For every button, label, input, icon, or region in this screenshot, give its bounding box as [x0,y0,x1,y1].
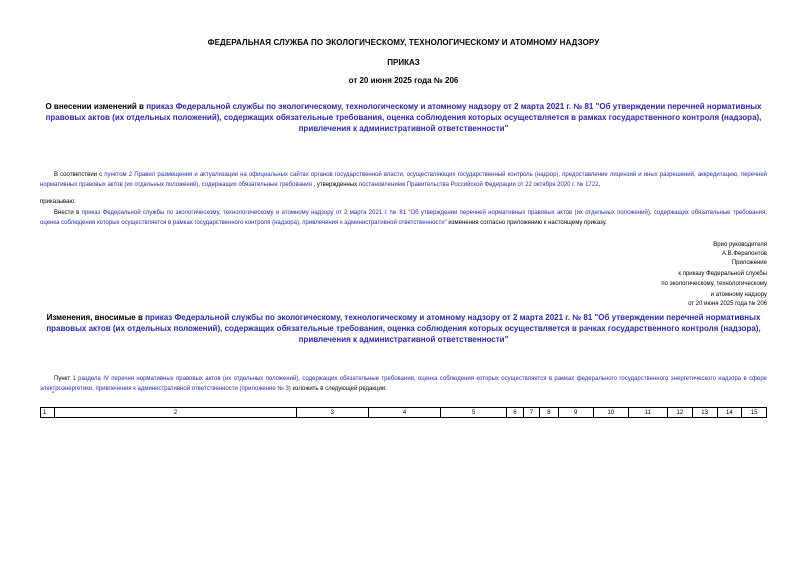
appendix-line-1: к приказу Федеральной службы [678,271,767,277]
table-cell: 8 [540,408,559,418]
order-paragraph-prefix: Внести в [54,210,82,216]
table-cell: 15 [742,408,767,418]
table-cell: 10 [593,408,628,418]
order-title [40,101,767,134]
amended-order-link[interactable]: приказ Федеральной службы по экологическому, технологическому и атомному надзору от 2 марта 2021 г. № 81 "Об утверждении перечней нормативных правовых актов (их отдельных положений), содержащих обязательные требования, оценка соблюдения которых осуществляется в рамках государственного контроля (надзора), привлечения к административной ответственности" [40,210,767,226]
changes-paragraph [40,374,767,394]
order-title-link[interactable]: приказ Федеральной службы по экологическому, технологическому и атомному надзору от 2 марта 2021 г. № 81 "Об утверждении перечней нормативных правовых актов (их отдельных положений), содержащих обязательные требования, оценка соблюдения которых осуществляется в рамках государственного контроля (надзора), привлечения к административной ответственности" [45,102,762,133]
preamble-middle: , утвержденных [311,182,359,188]
table-cell: 11 [628,408,667,418]
changes-paragraph-prefix: Пункт [54,376,73,382]
changes-title-link[interactable]: приказ Федеральной службы по экологическому, технологическому и атомному надзору от 2 марта 2021 г. № 81 "Об утверждении перечней нормативных правовых актов (их отдельных положений), содержащих обязательные требования, оценка соблюдения которых осуществляется в рачках государственного контроля (надзора), привлечения к административной ответственности" [46,313,761,344]
doc-type: ПРИКАЗ [387,58,420,67]
table-cell: 9 [558,408,593,418]
table-cell: 7 [523,408,540,418]
order-paragraph [40,208,767,228]
table-cell: 2 [55,408,296,418]
preamble-suffix: , [598,182,601,188]
table-row [41,408,767,418]
signature-name: А.В.Ферапонтов [721,251,767,257]
preamble-prefix: В соответствии с [54,172,105,178]
appendix-line-2: по экологическому, технологическому [661,281,767,287]
appendix-line-3: и атомному надзору [710,292,767,298]
order-paragraph-suffix: изменения согласно приложению к настоящему приказу. [446,220,607,226]
preamble-paragraph [40,170,767,190]
section-link[interactable]: 1 раздела IV перечня нормативных правовых актов (их отдельных положений), содержащих обязательные требования, оценка соблюдения которых осуществляется в рамках федерального государственного энергетического надзора в сфере электроэнергетики, привлечения к административной ответственности (приложение № 3) [40,376,768,392]
quote-mark: " [52,392,55,398]
table-cell: 1 [41,408,55,418]
changes-title [40,312,767,345]
order-word: приказываю: [40,199,76,205]
table-cell: 5 [441,408,507,418]
appendix-line-4: от 20 июня 2025 года № 206 [688,301,767,307]
table-cell: 12 [668,408,693,418]
table-cell: 4 [368,408,440,418]
appendix-label: Приложение [731,260,767,266]
table-cell: 6 [507,408,524,418]
signature-role: Врио руководителя [713,242,767,248]
government-decree-link[interactable]: постановлением Правительства Российской Федерации от 22 октября 2020 г. № 1722 [358,182,599,188]
agency-name: ФЕДЕРАЛЬНАЯ СЛУЖБА ПО ЭКОЛОГИЧЕСКОМУ, ТЕХНОЛОГИЧЕСКОМУ И АТОМНОМУ НАДЗОРУ [207,38,600,47]
changes-paragraph-suffix: изложить в следующей редакции: [290,386,387,392]
changes-title-prefix: Изменения, вносимые в [46,313,146,322]
table-cell: 13 [692,408,717,418]
rules-link[interactable]: пунктом 2 Правил размещения и актуализации на официальных сайтах органов государственной власти, осуществляющих государственный контроль (надзор), предоставление лицензий и иных разрешений, аккредитацию, перечней нормативных правовых актов (их отдельных положений), содержащих обязательные требования [40,172,768,188]
table-cell: 3 [296,408,368,418]
order-title-prefix: О внесении изменений в [45,102,147,111]
changes-table [40,407,767,418]
doc-date-number: от 20 июня 2025 года № 206 [348,76,459,85]
table-cell: 14 [717,408,742,418]
